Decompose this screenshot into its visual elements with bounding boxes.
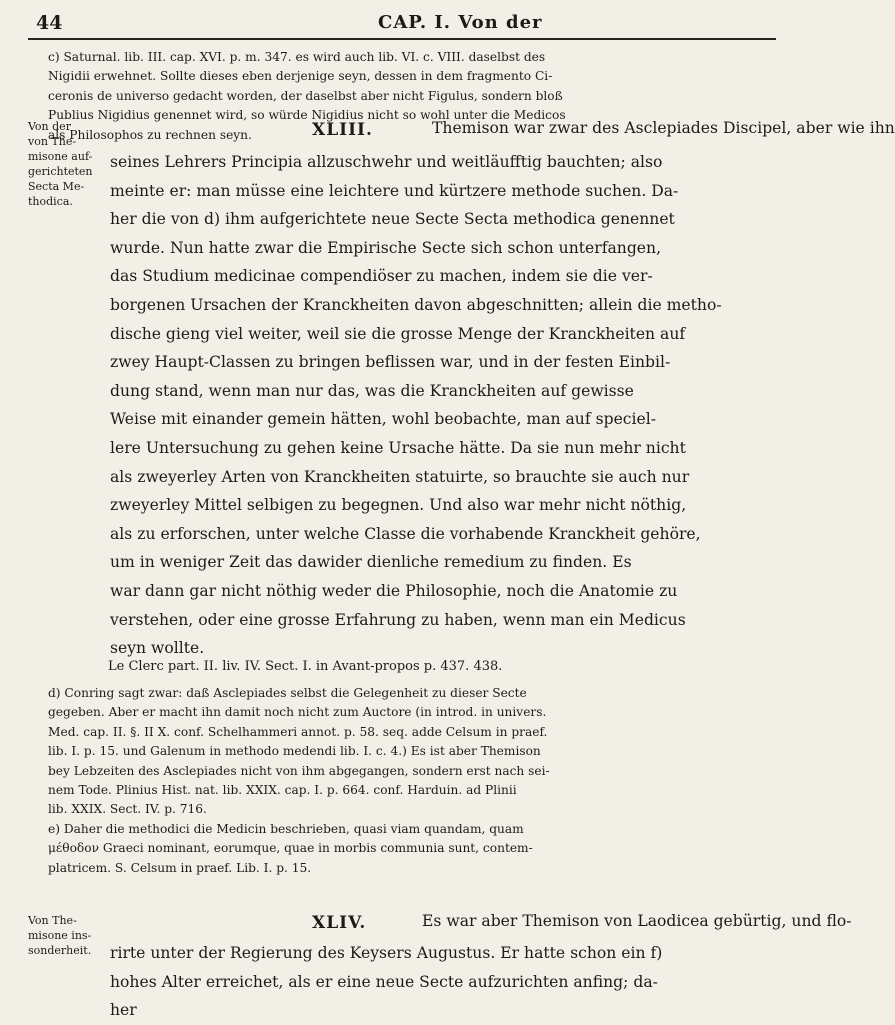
- section-number-43: XLIII.: [312, 120, 373, 140]
- section-43-citation: Le Clerc part. II. liv. IV. Sect. I. in Avant-propos p. 437. 438.: [108, 659, 503, 674]
- page-number: 44: [36, 12, 63, 34]
- section-44-body: rirte unter der Regierung des Keysers Augustus. Er hatte schon ein f) hohes Alter erreichet, als er eine neue Secte aufzurichten anfing; da- her: [110, 944, 663, 1020]
- footnote-c: c) Saturnal. lib. III. cap. XVI. p. m. 347. es wird auch lib. VI. c. VIII. daselbst des Nigidii erwehnet. Sollte dieses eben derjenige seyn, dessen in dem fragmento Ci- ceronis de universo gedacht worden, der daselbst aber nicht Figulus, sondern bloß Publius Nigidius genennet wird, so würde Nigidius nicht so wohl unter die Medicos als Philosophos zu rechnen seyn.: [48, 50, 566, 142]
- chapter-heading: CAP. I. Von der: [378, 12, 543, 33]
- section-43-body: seines Lehrers Principia allzuschwehr und weitläufftig bauchten; also meinte er: man müsse eine leichtere und kürtzere methode suchen. Da- her die von d) ihm aufgerichtete neue Secte Secta methodica genennet wurde. Nun hatte zwar die Empirische Secte sich schon unterfangen, das Studium medicinae compendiöser zu machen, indem sie die ver- borgenen Ursachen der Kranckheiten davon abgeschnitten; allein die metho- dische gieng viel weiter, weil sie die grosse Menge der Kranckheiten auf zwey Haupt-Classen zu bringen beflissen war, und in der festen Einbil- dung stand, wenn man nur das, was die Kranckheiten auf gewisse Weise mit einander gemein hätten, wohl beobachte, man auf speciel- lere Untersuchung zu gehen keine Ursache hätte. Da sie nun mehr nicht als zweyerley Arten von Kranckheiten statuirte, so brauchte sie auch nur zweyerley Mittel selbigen zu begegnen. Und also war mehr nicht nöthig, als zu erforschen, unter welche Classe die vorhabende Kranckheit gehöre, um in weniger Zeit das dawider dienliche remedium zu finden. Es war dann gar nicht nöthig weder die Philosophie, noch die Anatomie zu verstehen, oder eine grosse Erfahrung zu haben, wenn man ein Medicus seyn wollte.: [110, 153, 722, 658]
- margin-note-section-44: Von The- misone ins- sonderheit.: [28, 914, 92, 957]
- section-44-first-line: Es war aber Themison von Laodicea gebürtig, und flo-: [422, 912, 852, 930]
- section-43-first-line: Themison war zwar des Asclepiades Discipel, aber wie ihn: [432, 119, 895, 137]
- running-head: [28, 8, 776, 40]
- footnotes-d-e: d) Conring sagt zwar: daß Asclepiades selbst die Gelegenheit zu dieser Secte gegeben. Aber er macht ihn damit noch nicht zum Auctore (in introd. in univers. Med. cap. II. §. II X. conf. Schelhammeri annot. p. 58. seq. adde Celsum in praef. lib. I. p. 15. und Galenum in methodo medendi lib. I. c. 4.) Es ist aber Themison bey Lebzeiten des Asclepiades nicht von ihm abgegangen, sondern erst nach sei- nem Tode. Plinius Hist. nat. lib. XXIX. cap. I. p. 664. conf. Harduin. ad Plinii lib. XXIX. Sect. IV. p. 716. e) Daher die methodici die Medicin beschrieben, quasi viam quandam, quam μέθοδον Graeci nominant, eorumque, quae in morbis communia sunt, contem- platricem. S. Celsum in praef. Lib. I. p. 15.: [48, 686, 550, 875]
- margin-note-section-43: Von der von The- misone auf- gerichteten Secta Me- thodica.: [28, 120, 93, 208]
- section-number-44: XLIV.: [312, 913, 367, 933]
